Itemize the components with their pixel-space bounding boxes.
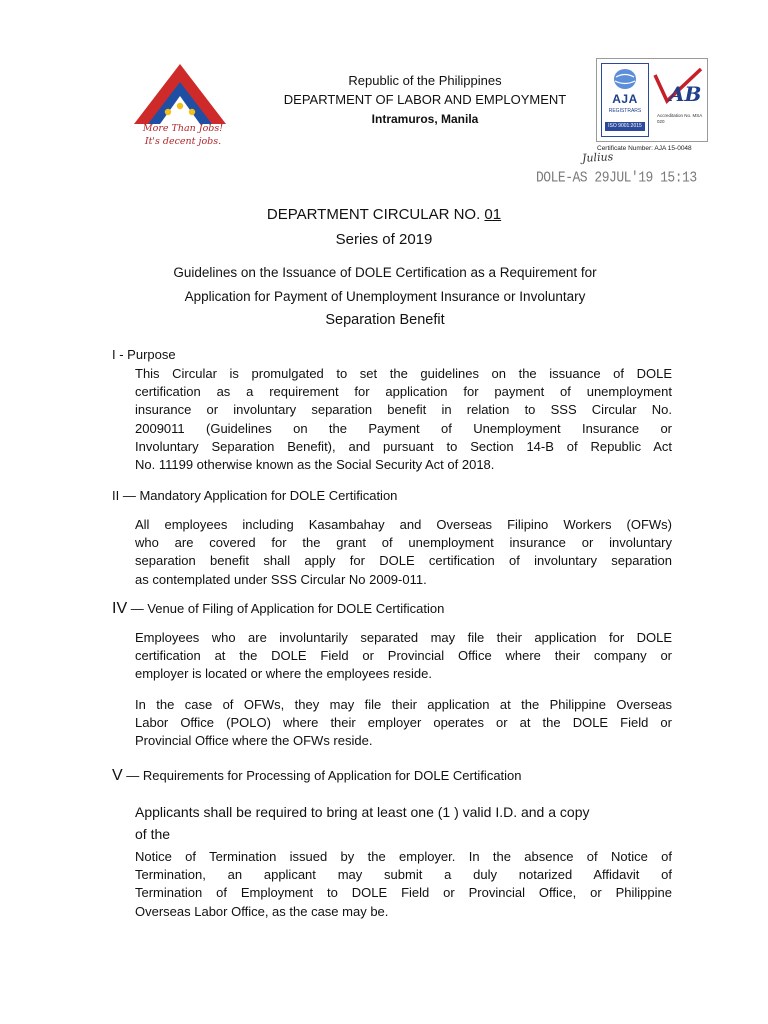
text-line: employer is located or where the employees reside. — [135, 666, 432, 682]
text-line: This Circular is promulgated to set the guidelines on the issuance of DOLE — [135, 366, 672, 381]
requirements-intro-line: Applicants shall be required to bring at least one (1 ) valid I.D. and a copy — [135, 804, 590, 820]
text-line: In the case of OFWs, they may file their application at the Philippine Overseas — [135, 697, 672, 712]
text-line: Employees who are involuntarily separated may file their application for DOLE — [135, 630, 672, 645]
globe-icon — [612, 68, 638, 90]
uab-accreditation: Accreditation No. MSA 020 — [657, 113, 703, 124]
aja-text: AJA — [612, 92, 638, 106]
section-heading-venue: IV — Venue of Filing of Application for DOLE Certification — [112, 600, 445, 617]
text-line: certification at the DOLE Field or Provincial Office where their company or — [135, 648, 672, 664]
header-location: Intramuros, Manila — [371, 112, 479, 126]
mandatory-paragraph — [135, 516, 672, 589]
guidelines-title-line: Application for Payment of Unemployment Insurance or Involuntary — [184, 289, 586, 304]
received-stamp: DOLE-AS 29JUL'19 15:13 — [536, 168, 697, 187]
text-line: Provincial Office where the OFWs reside. — [135, 733, 373, 749]
uab-text: AB — [669, 82, 702, 106]
section-roman: IV — [112, 600, 128, 617]
text-line: certification as a requirement for application for payment of unemployment — [135, 384, 672, 400]
header-department: DEPARTMENT OF LABOR AND EMPLOYMENT — [283, 92, 567, 107]
certificate-number: Certificate Number: AJA 15-0048 — [597, 145, 692, 152]
aja-logo — [601, 63, 649, 137]
requirements-intro-line: of the — [135, 826, 171, 842]
circular-title: DEPARTMENT CIRCULAR NO. 01 — [266, 206, 502, 223]
handwritten-note: Julius — [581, 150, 614, 165]
purpose-paragraph — [135, 365, 672, 474]
text-line: Termination, an applicant may submit a duly notarized Affidavit of — [135, 867, 672, 883]
venue-paragraph-2 — [135, 696, 672, 751]
requirements-paragraph — [135, 848, 672, 921]
text-line: who are covered for the grant of unemployment insurance or involuntary — [135, 535, 672, 551]
text-line: separation benefit shall apply for DOLE certification of involuntary separation — [135, 553, 672, 569]
iso-cert-badge — [596, 58, 708, 142]
circular-number: 01 — [484, 206, 502, 223]
section-heading-purpose: I - Purpose — [112, 347, 176, 362]
text-line: insurance or involuntary separation benefit in relation to SSS Circular No. — [135, 402, 672, 418]
circular-series: Series of 2019 — [335, 231, 433, 248]
section-heading-mandatory: II — Mandatory Application for DOLE Certification — [112, 488, 398, 503]
logo-tagline-sub: It's decent jobs. — [144, 136, 222, 147]
text-line: Labor Office (POLO) where their employer operates or at the DOLE Field or — [135, 715, 672, 731]
section-roman: V — [112, 767, 123, 784]
uab-logo — [653, 67, 703, 107]
text-line: Termination of Employment to DOLE Field or Provincial Office, or Philippine — [135, 885, 672, 901]
text-line: Involuntary Separation Benefit), and pursuant to Section 14-B of Republic Act — [135, 438, 672, 454]
venue-paragraph-1 — [135, 629, 672, 684]
logo-tagline: More Than Jobs! — [142, 123, 224, 134]
text-line: as contemplated under SSS Circular No 2009-011. — [135, 571, 427, 587]
text-line: Overseas Labor Office, as the case may be. — [135, 903, 389, 919]
text-line: No. 11199 otherwise known as the Social Security Act of 2018. — [135, 456, 495, 472]
section-heading-requirements: V — Requirements for Processing of Application for DOLE Certification — [112, 767, 522, 784]
header-republic: Republic of the Philippines — [348, 73, 502, 88]
iso-label: ISO 9001:2015 — [605, 122, 645, 131]
text-line: Notice of Termination issued by the employer. In the absence of Notice of — [135, 849, 672, 864]
text-line: All employees including Kasambahay and Overseas Filipino Workers (OFWs) — [135, 517, 672, 532]
aja-registrars: REGISTRARS — [608, 108, 642, 114]
guidelines-title-line: Separation Benefit — [325, 312, 445, 328]
text-line: 2009011 (Guidelines on the Payment of Unemployment Insurance or — [135, 420, 672, 436]
guidelines-title-line: Guidelines on the Issuance of DOLE Certification as a Requirement for — [173, 265, 597, 280]
